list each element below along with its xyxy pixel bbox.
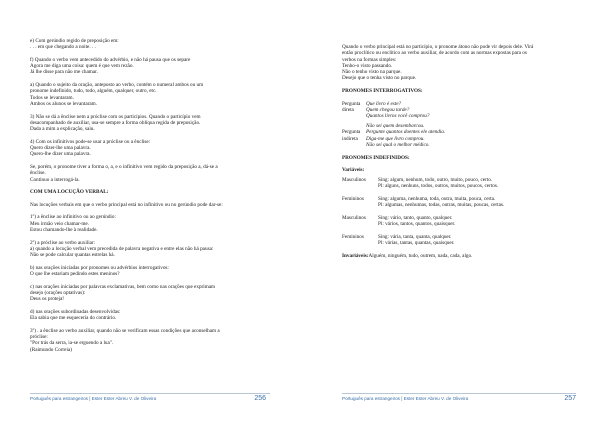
intro-line: Desejo que o tenha visto no parque. bbox=[342, 75, 417, 82]
interrogative-example: Pergunte quantos doentes ele atendia. bbox=[366, 129, 446, 136]
text-line: Não se pode calcular quantas estrelas há. bbox=[30, 252, 115, 259]
text-line: pronome indefinido, tudo, todo, alguém, qualquer, outro, etc. bbox=[30, 88, 157, 95]
gender-spacer bbox=[342, 221, 378, 227]
interrogative-title: PRONOMES INTERROGATIVOS: bbox=[342, 88, 423, 95]
text-line: O que lhe estariam pedindo estes meninos? bbox=[30, 270, 120, 277]
singular-forms: Sing: vária, tanta, quanta, qualquer. bbox=[378, 233, 452, 240]
text-line: . . . em que chegando a noite. . . bbox=[30, 44, 96, 51]
invariable-row bbox=[342, 253, 574, 259]
left-footer bbox=[30, 393, 270, 404]
interrogative-label: Pergunta bbox=[342, 100, 361, 107]
text-line: f) Quando o verbo vem antecedido do advérbio, e não há pausa que os separe bbox=[30, 56, 191, 63]
interrogative-example: Diga-me que livro comprou. bbox=[366, 135, 425, 142]
text-line: 1º) a ênclise ao infinitivo ou ao gerúndio: bbox=[30, 214, 116, 221]
text-line: Já lhe disse para não me chamar. bbox=[30, 69, 98, 76]
gender-label: Femininos bbox=[342, 195, 364, 202]
text-line: a) quando a locução verbal vem precedida de palavra negativa e entre elas não há pausa: bbox=[30, 245, 214, 252]
gender-spacer bbox=[342, 202, 378, 208]
section-heading: COM UMA LOCUÇÃO VERBAL: bbox=[30, 189, 109, 196]
singular-forms: Sing: alguma, nenhuma, toda, outra, muita, pouca, certa. bbox=[378, 195, 496, 202]
interrogative-label: Pergunta bbox=[342, 129, 361, 136]
gender-spacer bbox=[342, 240, 378, 246]
text-line: e) Com gerúndio regido de preposição em: bbox=[30, 38, 119, 44]
intro-line: Não o tenho visto na parque. bbox=[342, 69, 402, 76]
invariable-label: Invariáveis: bbox=[342, 252, 369, 259]
text-line: Continuo a interrogá-la. bbox=[30, 176, 80, 183]
text-line: Dada a mim a explicação, saiu. bbox=[30, 126, 95, 133]
text-line: Deus os proteja! bbox=[30, 296, 64, 303]
gender-spacer bbox=[342, 183, 378, 189]
indefinite-row bbox=[342, 183, 574, 189]
text-line: desacompanhado de auxiliar, usa-se sempre a forma oblíqua regida de preposição. bbox=[30, 119, 201, 126]
indefinite-row bbox=[342, 240, 574, 246]
singular-forms: Sing: algum, nenhum, todo, outro, muito, pouco, certo. bbox=[378, 176, 493, 183]
indefinite-title: PRONOMES INDEFINIDOS: bbox=[342, 154, 410, 161]
right-footer-text: Português para estrangeiros | Ester Ester Abreu V. de Oliveira bbox=[342, 396, 469, 401]
interrogative-example: Quantos livros você comprou? bbox=[366, 113, 430, 120]
interrogative-example: Não sei quem desembarcou. bbox=[366, 123, 425, 130]
gender-label: Femininos bbox=[342, 233, 364, 240]
singular-forms: Sing: vário, tanto, quanto, qualquer. bbox=[378, 214, 453, 221]
intro-line: então proclítico ou enclítico ao verbo auxiliar, de acordo com as normas expostas para os bbox=[342, 50, 527, 57]
interrogative-row bbox=[342, 142, 574, 148]
text-line: 3) Não se dá a ênclise nem a próclise com os particípios. Quando o particípio vem bbox=[30, 113, 201, 120]
right-page-content bbox=[342, 44, 574, 259]
interrogative-row bbox=[342, 113, 574, 119]
interrogative-table bbox=[342, 101, 574, 149]
intro-line: verbos na formas simples: bbox=[342, 56, 397, 63]
indefinite-groups bbox=[342, 177, 574, 253]
intro-line: Tenho-o visto passando. bbox=[342, 62, 393, 69]
text-line: desejo (orações optativas): bbox=[30, 289, 86, 296]
text-line: Ela sabia que me esqueceria do contrário. bbox=[30, 315, 117, 322]
interrogative-label bbox=[342, 142, 366, 148]
interrogative-label bbox=[342, 113, 366, 119]
plural-forms: Pl: alguns, nenhuns, todos, outros, muitos, poucos, certos. bbox=[378, 183, 499, 190]
left-page-number: 256 bbox=[254, 395, 266, 402]
invariable-text: Alguém, ninguém, tudo, outrem, nada, cada, algo. bbox=[368, 252, 473, 259]
interrogative-label: indireta bbox=[342, 135, 358, 142]
interrogative-example: Não sei qual o melhor médico. bbox=[366, 141, 430, 148]
text-line: d) nas orações subordinadas desenvolvidas: bbox=[30, 308, 121, 315]
right-intro bbox=[342, 44, 574, 82]
right-footer bbox=[342, 393, 576, 404]
text-line: b) nas orações iniciadas por pronomes ou advérbios interrogativos: bbox=[30, 264, 169, 271]
text-line: Todos se levantaram. bbox=[30, 94, 74, 101]
variable-label: Variáveis: bbox=[342, 167, 365, 174]
text-line: Quero dizer-lhe uma palavra. bbox=[30, 145, 91, 152]
text-line: Estou chamando-lhe à realidade. bbox=[30, 226, 98, 233]
text-line: Se, porém, o pronome tiver a forma o, a, e o infinitivo vem regido da preposição a, dá-se a bbox=[30, 163, 218, 170]
text-line: Meu irmão veio chamar-me. bbox=[30, 220, 89, 227]
right-page-number: 257 bbox=[564, 395, 576, 402]
text-line: 4) Com os infinitivos pode-se usar a próclise ou a ênclise: bbox=[30, 138, 151, 145]
plural-forms: Pl: vários, tantos, quantos, quaisquer. bbox=[378, 221, 456, 228]
indefinite-row bbox=[342, 202, 574, 208]
left-page-content bbox=[30, 38, 262, 353]
text-line: (Raimundo Correia) bbox=[30, 346, 72, 353]
indefinite-row bbox=[342, 221, 574, 227]
interrogative-label: direta bbox=[342, 106, 354, 113]
left-footer-text: Português para estrangeiros | Ester Ester Abreu V. de Oliveira bbox=[30, 396, 157, 401]
text-line: Ambos os alunos se levantaram. bbox=[30, 100, 97, 107]
right-page bbox=[300, 0, 600, 424]
plural-forms: Pl: algumas, nenhumas, todas, outras, muitas, poucas, certas. bbox=[378, 202, 505, 209]
text-line: ênclise. bbox=[30, 170, 46, 177]
gender-label: Masculinos bbox=[342, 214, 366, 221]
text-line: Nas locuções verbais em que o verbo principal está no infinitivo ou no gerúndio pode dar-se: bbox=[30, 201, 223, 208]
text-line: 2º) a próclise ao verbo auxiliar: bbox=[30, 239, 96, 246]
text-line: c) nas orações iniciadas por palavras exclamativas, bem como nas orações que exprimam bbox=[30, 283, 216, 290]
interrogative-example: Que livro é este? bbox=[366, 100, 402, 107]
gender-label: Masculinos bbox=[342, 176, 366, 183]
intro-line: Quando o verbo principal está no particípio, o pronome átono não pode vir depois dele. Virá bbox=[342, 44, 534, 50]
interrogative-example: Quem chegou tarde? bbox=[366, 106, 410, 113]
text-line: "Por trás da serra, ia-se erguendo a lua". bbox=[30, 340, 114, 347]
text-line: Agora me diga uma coisa: quem é que vem rezão. bbox=[30, 63, 134, 70]
text-line: 3º) . a ênclise ao verbo auxiliar, quando não se verificam essas condições que aconselham a bbox=[30, 327, 220, 334]
text-line: próclise: bbox=[30, 333, 48, 340]
text-line: a) Quando o sujeito da oração, anteposto ao verbo, contém o numeral ambos ou um bbox=[30, 82, 204, 89]
plural-forms: Pl: várias, tantas, quantas, quaisquer. bbox=[378, 239, 455, 246]
text-line: Quero-lhe dizer uma palavra. bbox=[30, 151, 91, 158]
